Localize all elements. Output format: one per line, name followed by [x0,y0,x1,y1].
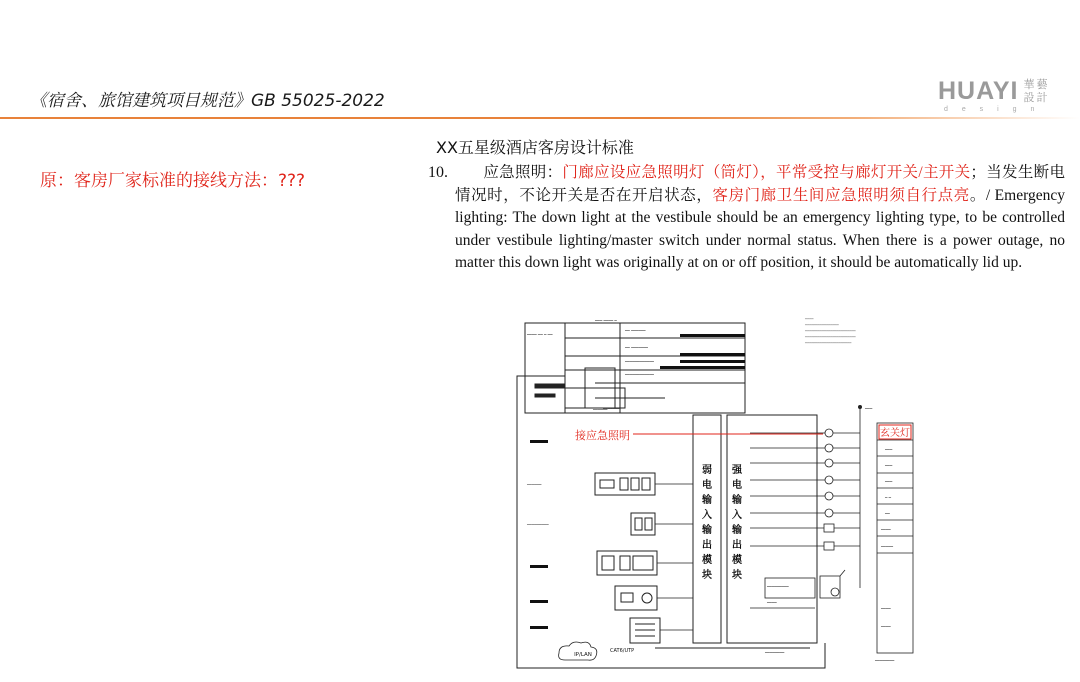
svg-text:入: 入 [732,510,742,521]
svg-text:━━━━━━: ━━━━━━ [593,407,608,412]
svg-text:━━━━━: ━━━━━ [881,544,894,549]
svg-text:━━━━━━━━━: ━━━━━━━━━ [767,584,789,589]
bottom-devices [750,570,845,608]
svg-text:━━━━ ━━ ━ ━━: ━━━━ ━━ ━ ━━ [527,332,553,337]
network-cloud [559,642,597,660]
document-title: 《宿舍、旅馆建筑项目规范》GB 55025-2022 [30,91,385,111]
svg-text:━━━━━━━━━━━━━━━━━━━━━━: ━━━━━━━━━━━━━━━━━━━━━━ [805,341,852,345]
svg-text:━━: ━━ [885,511,890,516]
svg-text:━━━━━━━━━: ━━━━━━━━━ [527,522,549,527]
logo-wordmark: HUAYI [938,77,1019,105]
svg-text:输: 输 [732,495,742,506]
clause-text: 应急照明：门廊应设应急照明灯（筒灯），平常受控与廊灯开关/主开关；当发生断电情况时，不论开关是否在开启状态，客房门廊卫生间应急照明须自行点亮。/ Emergency lighting: The down light at the vestibule should be an emergency lighting type, to be controlled under vestibule lighting/master switch under normal status. When there is a power outage, no matter this down light was originally at on or off position, it should be automatically lid up. [455,164,1065,271]
cable-label: CAT6/UTP [610,648,635,654]
svg-text:出: 出 [732,540,742,551]
left-note: 原：客房厂家标准的接线方法：??? [40,171,306,191]
svg-text:━━━: ━━━ [865,406,873,411]
left-labels [526,482,549,527]
header-divider [0,117,1080,119]
svg-text:━━━━━━━━━━━━━━━━━━━━━━━━: ━━━━━━━━━━━━━━━━━━━━━━━━ [805,329,856,333]
logo-chinese: 華藝 設計 [1023,78,1050,104]
svg-text:━━━━━━━━━━━━━━━━━━━━━━━━: ━━━━━━━━━━━━━━━━━━━━━━━━ [805,335,856,339]
svg-text:弱: 弱 [702,465,712,476]
logo-subtitle: d e s i g n [944,106,1041,113]
svg-text:输: 输 [732,525,742,536]
svg-text:━━━: ━━━ [885,463,893,468]
svg-text:━━━━━━━━━━━━━━━━: ━━━━━━━━━━━━━━━━ [805,323,839,327]
svg-text:━━━━━━━━━━━━: ━━━━━━━━━━━━ [625,372,654,377]
lamp-symbols [824,429,834,550]
annotation-label: 接应急照明 [575,429,630,442]
svg-text:━━━━: ━━━━ [767,600,777,605]
svg-text:━━━━: ━━━━ [805,317,814,321]
svg-text:输: 输 [702,495,712,506]
upper-panel-bars [660,334,745,369]
clause-number: 10. [428,164,448,181]
svg-text:块: 块 [732,570,742,581]
svg-text:━━━━━━━━━━━━: ━━━━━━━━━━━━ [625,359,654,364]
notes-block [804,317,856,345]
svg-text:━━━━━━━━: ━━━━━━━━ [765,650,785,655]
main-frame [517,376,825,668]
svg-text:出: 出 [702,540,712,551]
device-panels [595,473,660,643]
svg-text:━━━: ━━━ [885,447,893,452]
wiring-diagram [505,308,945,673]
svg-text:输: 输 [702,525,712,536]
svg-text:━━━: ━━━ [885,479,893,484]
company-logo [938,78,1050,104]
standard-title: XX五星级酒店客房设计标准 [436,138,634,157]
svg-text:━━━ ━━━━ ━: ━━━ ━━━━ ━ [595,318,617,323]
svg-text:━━━━: ━━━━ [881,527,891,532]
svg-text:━ ━: ━ ━ [885,495,892,500]
svg-text:强: 强 [732,465,742,476]
svg-text:模: 模 [702,555,712,566]
weak-module-label [701,463,713,581]
svg-text:IP/LAN: IP/LAN [574,652,592,658]
load-list [877,423,913,653]
relay-lines [750,408,860,588]
svg-text:━━━━━━━━: ━━━━━━━━ [875,658,895,663]
svg-text:━━━━: ━━━━ [881,606,891,611]
svg-text:━━ ━━━━━━━: ━━ ━━━━━━━ [625,345,648,350]
svg-text:━━ ━━━━━━: ━━ ━━━━━━ [625,328,646,333]
panel-connectors [655,484,693,630]
svg-text:入: 入 [702,510,712,521]
svg-text:块: 块 [702,570,712,581]
svg-text:电: 电 [702,480,712,491]
strong-module-label [731,463,743,581]
lamp-to-bus [833,433,860,546]
left-markers [530,440,548,629]
svg-text:模: 模 [732,555,742,566]
svg-text:━━━━━━: ━━━━━━ [527,482,542,487]
svg-text:━━━━━━━: ━━━━━━━ [603,406,620,411]
entry-lamp-label: 玄关灯 [880,428,910,439]
svg-text:━━━━: ━━━━ [881,624,891,629]
svg-text:电: 电 [732,480,742,491]
